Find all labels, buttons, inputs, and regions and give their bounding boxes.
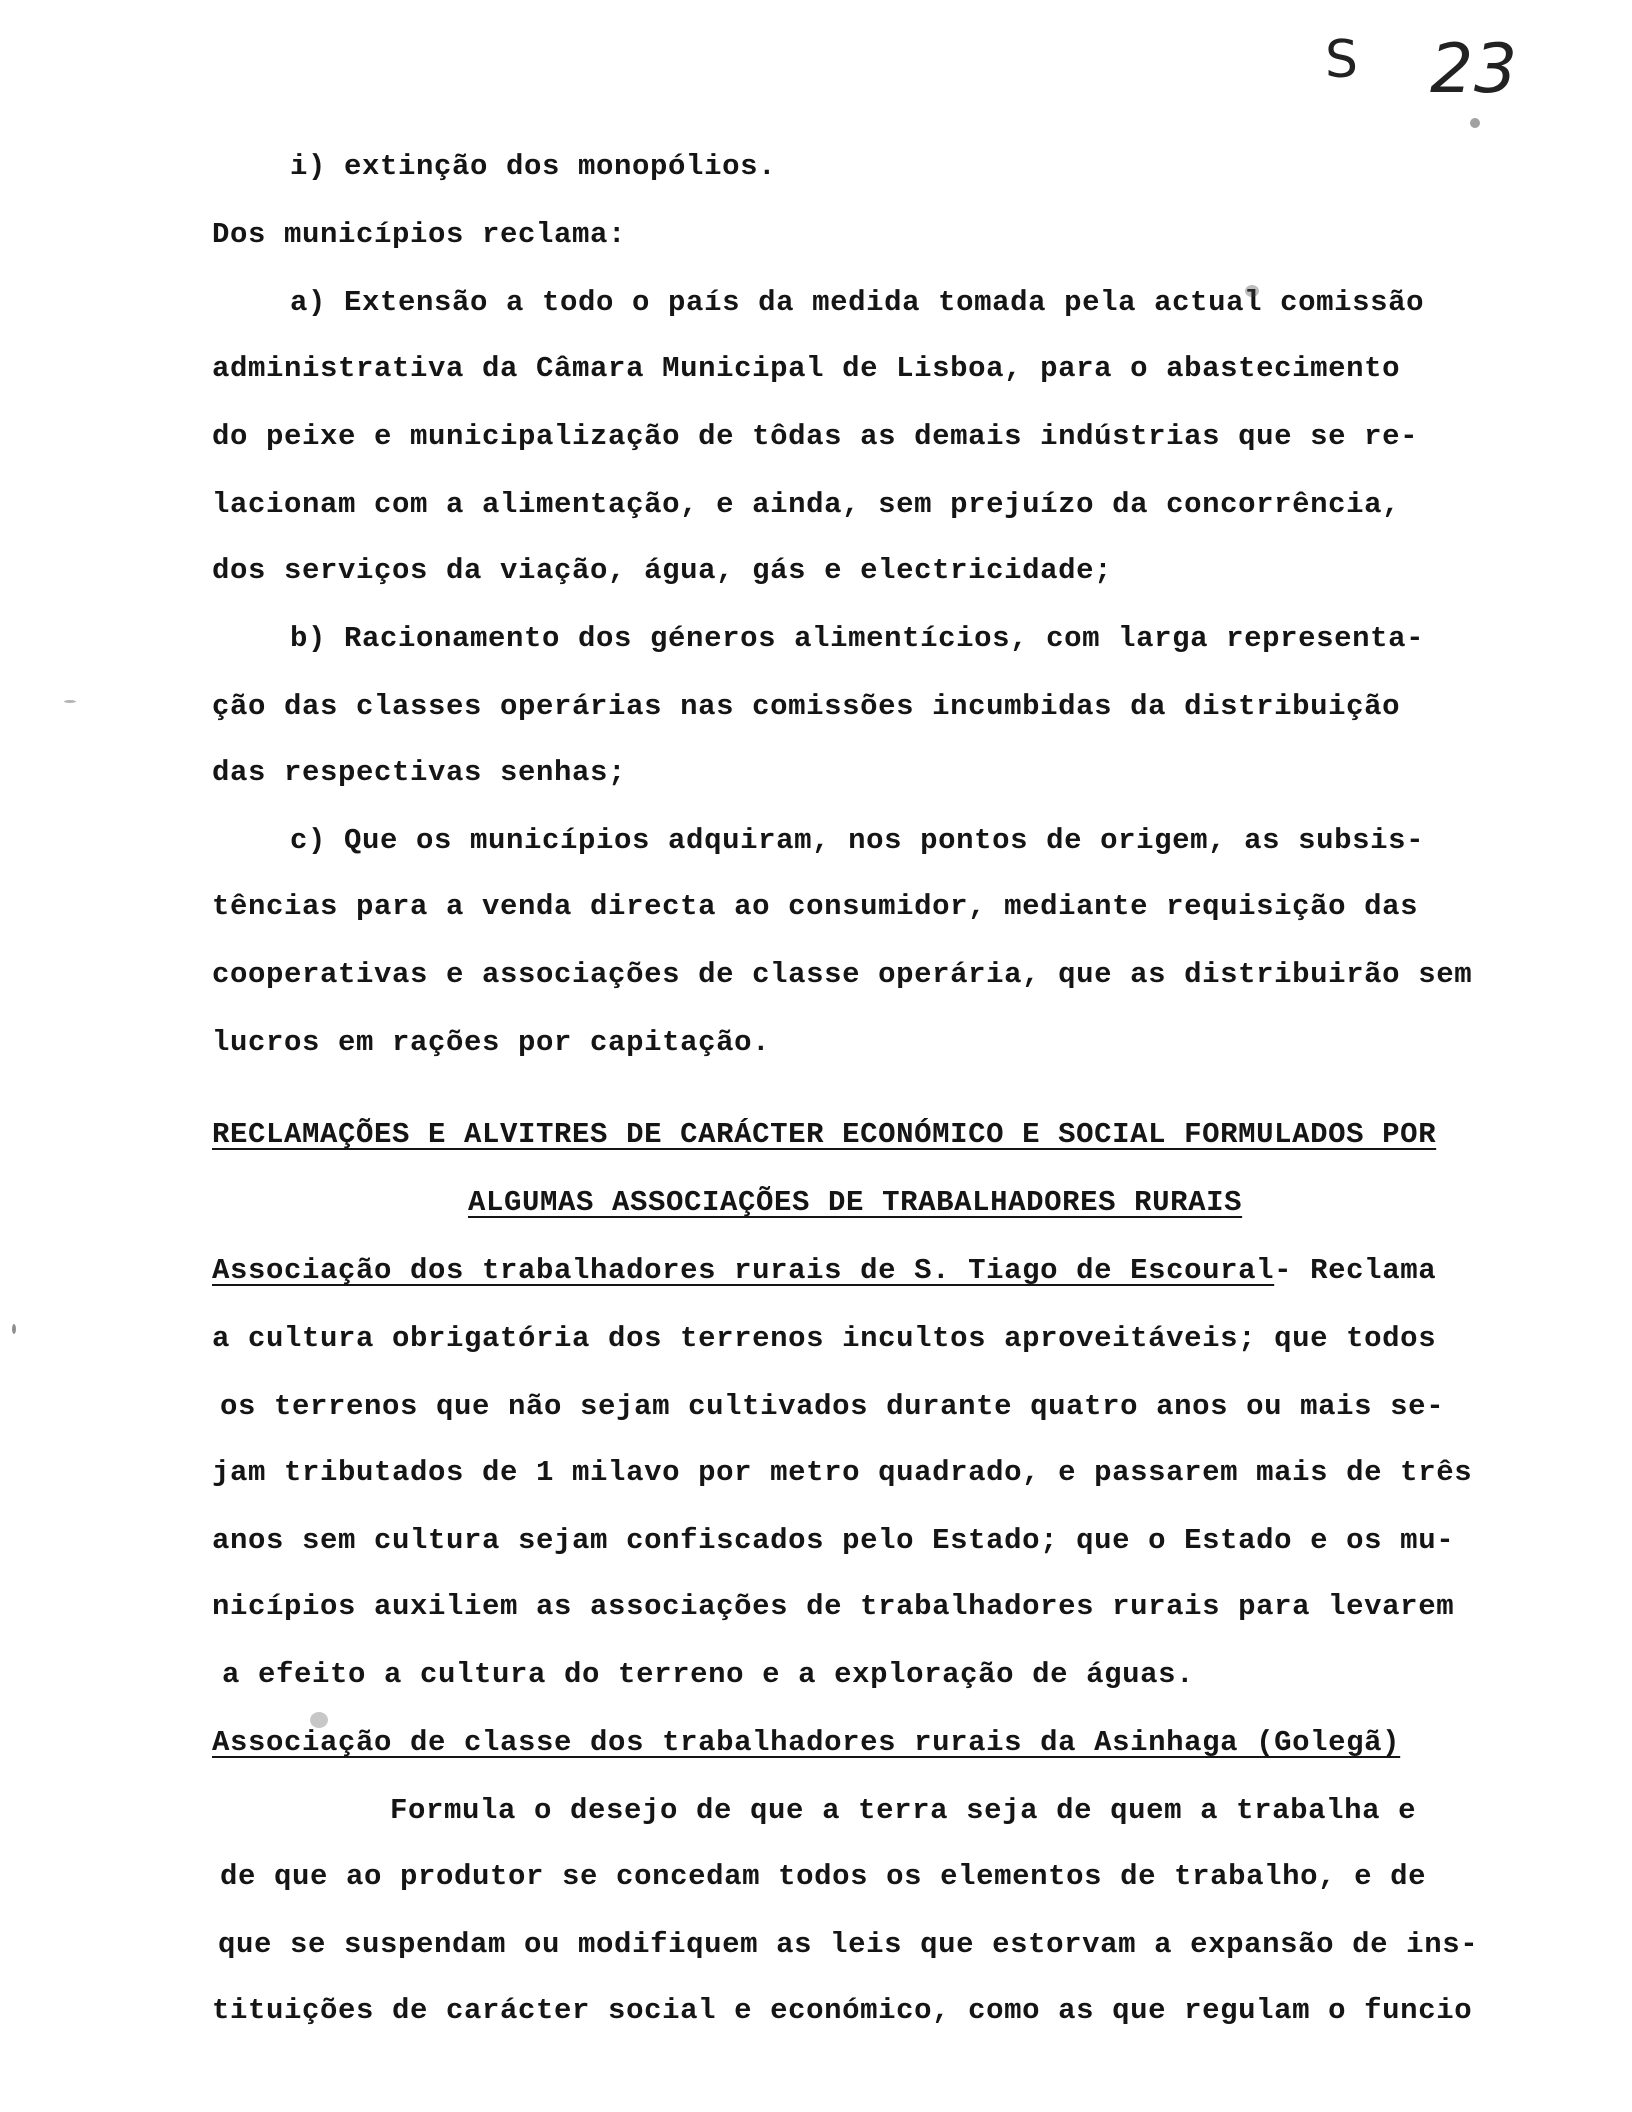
text-line: os terrenos que não sejam cultivados durante quatro anos ou mais se- — [220, 1390, 1445, 1423]
page-marker-letter: S — [1325, 30, 1359, 90]
text-line: dos serviços da viação, água, gás e electricidade; — [212, 554, 1113, 587]
section-heading-continued: ALGUMAS ASSOCIAÇÕES DE TRABALHADORES RURAIS — [468, 1186, 1243, 1219]
association-name-escoural: Associação dos trabalhadores rurais de S. Tiago de Escoural — [212, 1254, 1275, 1287]
text-line: anos sem cultura sejam confiscados pelo Estado; que o Estado e os mu- — [212, 1524, 1455, 1557]
text-line: Dos municípios reclama: — [212, 218, 627, 251]
text-line: a efeito a cultura do terreno e a exploração de águas. — [222, 1658, 1195, 1691]
association-entry-escoural — [212, 1254, 1436, 1287]
scan-speck — [1245, 285, 1259, 297]
text-line: i) extinção dos monopólios. — [290, 150, 777, 183]
text-line: lacionam com a alimentação, e ainda, sem prejuízo da concorrência, — [212, 488, 1401, 521]
text-line: que se suspendam ou modifiquem as leis que estorvam a expansão de ins- — [218, 1928, 1479, 1961]
text-line: administrativa da Câmara Municipal de Lisboa, para o abastecimento — [212, 352, 1401, 385]
association-name-asinhaga: Associação de classe dos trabalhadores rurais da Asinhaga (Golegã) — [212, 1726, 1401, 1759]
scan-speck — [1470, 118, 1480, 128]
page-number: 23 — [1430, 30, 1518, 109]
scan-speck — [12, 1324, 16, 1334]
text-line: nicípios auxiliem as associações de trabalhadores rurais para levarem — [212, 1590, 1455, 1623]
text-line: do peixe e municipalização de tôdas as demais indústrias que se re- — [212, 420, 1419, 453]
text-line: tituições de carácter social e económico, como as que regulam o funcio — [212, 1994, 1473, 2027]
text-line: das respectivas senhas; — [212, 756, 627, 789]
text-line: a cultura obrigatória dos terrenos incultos aproveitáveis; que todos — [212, 1322, 1437, 1355]
text-line: de que ao produtor se concedam todos os elementos de trabalho, e de — [220, 1860, 1427, 1893]
text-line: tências para a venda directa ao consumidor, mediante requisição das — [212, 890, 1419, 923]
text-line: lucros em rações por capitação. — [212, 1026, 771, 1059]
text-line: a) Extensão a todo o país da medida tomada pela actual comissão — [290, 286, 1425, 319]
text-line: b) Racionamento dos géneros alimentícios, com larga representa- — [290, 622, 1425, 655]
scan-speck — [310, 1712, 328, 1728]
text-line: cooperativas e associações de classe operária, que as distribuirão sem — [212, 958, 1473, 991]
text-line: ção das classes operárias nas comissões incumbidas da distribuição — [212, 690, 1401, 723]
text-line: c) Que os municípios adquiram, nos pontos de origem, as subsis- — [290, 824, 1425, 857]
text-line: Formula o desejo de que a terra seja de quem a trabalha e — [390, 1794, 1417, 1827]
association-intro: - Reclama — [1274, 1254, 1437, 1287]
text-line: jam tributados de 1 milavo por metro quadrado, e passarem mais de três — [212, 1456, 1473, 1489]
section-heading: RECLAMAÇÕES E ALVITRES DE CARÁCTER ECONÓMICO E SOCIAL FORMULADOS POR — [212, 1118, 1437, 1151]
scan-speck — [64, 700, 76, 703]
